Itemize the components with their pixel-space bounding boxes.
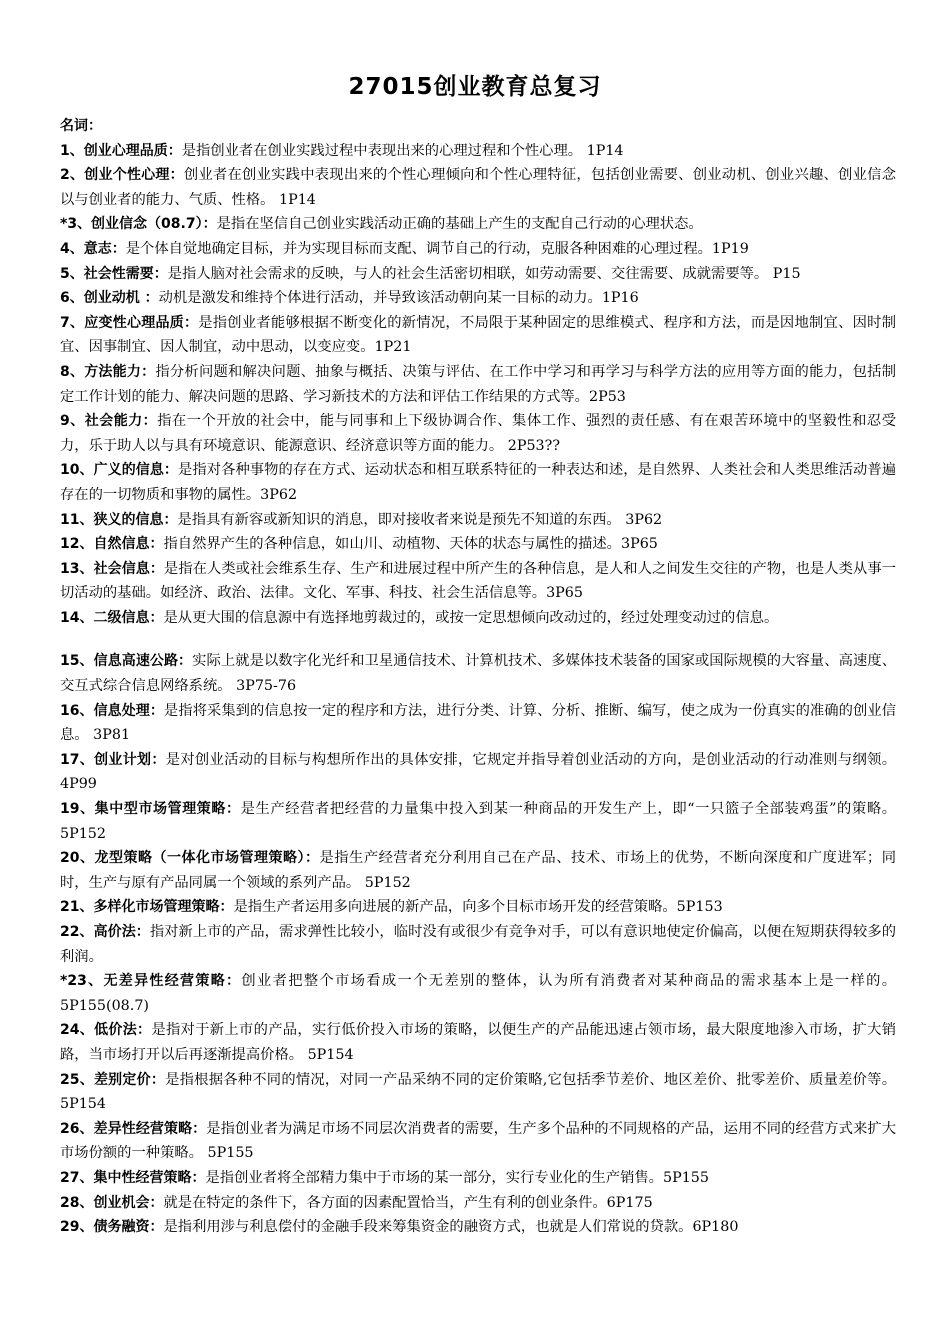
definition-entry-8 (60, 360, 896, 409)
entry-term: 26、差异性经营策略： (60, 1120, 207, 1137)
definition-entry-6 (60, 286, 896, 311)
entry-term: 17、创业计划： (60, 751, 166, 768)
entry-text: 指在一个开放的社会中，能与同事和上下级协调合作、集体工作、强烈的责任感、有在艰苦环境中的坚毅性和忍受力，乐于助人以与具有环境意识、能源意识、经济意识等方面的能力。 2P53?? (60, 413, 896, 454)
entry-text: 是指对于新上市的产品，实行低价投入市场的策略，以便生产的产品能迅速占领市场，最大限度地渗入市场，扩大销路，当市场打开以后再逐渐提高价格。 5P154 (60, 1022, 896, 1063)
definition-entry-28 (60, 1191, 896, 1216)
entry-term: 8、方法能力： (60, 363, 156, 380)
entry-text: 是指具有新容或新知识的消息，即对接收者来说是预先不知道的东西。 3P62 (177, 511, 663, 528)
definition-entry-13 (60, 557, 896, 606)
definition-entry-5 (60, 262, 896, 287)
entry-text: 是个体自觉地确定目标，并为实现目标而支配、调节自己的行动，克服各种困难的心理过程。1P19 (125, 240, 749, 257)
definition-entry-14 (60, 606, 896, 631)
entry-text: 就是在特定的条件下，各方面的因素配置恰当，产生有利的创业条件。6P175 (163, 1194, 653, 1211)
definition-entry-21 (60, 895, 896, 920)
entry-term: 11、狭义的信息： (60, 511, 178, 528)
entry-term: 21、多样化市场管理策略： (60, 899, 234, 916)
section-label: 名词： (60, 118, 102, 134)
entry-term: *3、创业信念（08.7）： (60, 216, 217, 233)
entry-text: 是指创业者能够根据不断变化的新情况，不局限于某种固定的思维模式、程序和方法，而是因地制宜、因时制宜、因事制宜、因人制宜，动中思动，以变应变。1P21 (60, 314, 896, 356)
entry-term: 2、创业个性心理： (60, 167, 184, 184)
entry-term: 12、自然信息： (60, 536, 164, 553)
definition-entry-22 (60, 920, 896, 969)
definition-entry-27 (60, 1166, 896, 1191)
entry-term: 15、信息高速公路： (60, 653, 193, 670)
definition-entry-26 (60, 1117, 896, 1166)
entry-text: 是指在坚信自己创业实践活动正确的基础上产生的支配自己行动的心理状态。 (216, 216, 703, 233)
entry-text: 是从更大围的信息源中有选择地剪裁过的，或按一定思想倾向改动过的，经过处理变动过的信息。 (163, 609, 779, 626)
definition-entry-7 (60, 311, 896, 360)
definition-entry-4 (60, 237, 896, 262)
entry-text: 是指利用涉与利息偿付的金融手段来筹集资金的融资方式，也就是人们常说的贷款。6P180 (163, 1219, 739, 1236)
entry-text: 是指生产者运用多向进展的新产品，向多个目标市场开发的经营策略。5P153 (233, 899, 723, 916)
entry-term: 5、社会性需要： (60, 265, 168, 282)
definition-entry-9 (60, 409, 896, 458)
definition-entry-3 (60, 212, 896, 237)
entry-term: 16、信息处理： (60, 702, 164, 719)
entry-text: 是生产经营者把经营的力量集中投入到某一种商品的开发生产上，即“一只篮子全部装鸡蛋”的策略。 5P152 (60, 801, 896, 842)
entry-term: *23、无差异性经营策略： (60, 973, 242, 990)
entry-text: 是指创业者为满足市场不同层次消费者的需要，生产多个品种的不同规格的产品，运用不同的经营方式来扩大市场份额的一种策略。 5P155 (60, 1120, 896, 1162)
entry-text: 是对创业活动的目标与构想所作出的具体安排，它规定并指导着创业活动的方向，是创业活动的行动准则与纲领。4P99 (60, 751, 897, 793)
definition-entry-23 (60, 969, 896, 1018)
entry-text: 指自然界产生的各种信息，如山川、动植物、天体的状态与属性的描述。3P65 (163, 536, 658, 553)
paragraph-gap (60, 630, 896, 649)
definition-entry-12 (60, 532, 896, 557)
definition-entry-20 (60, 846, 896, 895)
entry-text: 是指创业者在创业实践过程中表现出来的心理过程和个性心理。 1P14 (181, 142, 624, 159)
entry-term: 24、低价法： (60, 1022, 152, 1039)
entry-term: 9、社会能力： (60, 413, 158, 430)
definition-entry-11 (60, 508, 896, 533)
entry-term: 20、龙型策略（一体化市场管理策略）： (60, 850, 320, 867)
definition-entry-25 (60, 1068, 896, 1117)
entry-text: 是指在人类或社会维系生存、生产和进展过程中所产生的各种信息，是人和人之间发生交往的产物，也是人类从事一切活动的基础。如经济、政治、法律。文化、军事、科技、社会生活信息等。3P65 (60, 560, 897, 602)
entry-text: 指对新上市的产品，需求弹性比较小，临时没有或很少有竞争对手，可以有意识地使定价偏高，以便在短期获得较多的利润。 (60, 924, 896, 965)
entry-term: 4、意志： (60, 240, 126, 257)
entry-term: 1、创业心理品质： (60, 142, 182, 159)
definition-entry-19 (60, 797, 896, 846)
entry-term: 19、集中型市场管理策略： (60, 801, 241, 818)
entry-text: 是指对各种事物的存在方式、运动状态和相互联系特征的一种表达和述，是自然界、人类社会和人类思维活动普遍存在的一切物质和事物的属性。3P62 (60, 462, 896, 503)
definition-entry-2 (60, 163, 896, 212)
entry-text: 创业者在创业实践中表现出来的个性心理倾向和个性心理特征，包括创业需要、创业动机、创业兴趣、创业信念以与创业者的能力、气质、性格。 1P14 (60, 167, 896, 208)
definition-entry-10 (60, 458, 896, 507)
entry-text: 是指生产经营者充分利用自己在产品、技术、市场上的优势，不断向深度和广度进军；同时，生产与原有产品同属一个领域的系列产品。 5P152 (60, 850, 897, 891)
document-title: 27015创业教育总复习 (348, 74, 602, 100)
entry-text: 指分析问题和解决问题、抽象与概括、决策与评估、在工作中学习和再学习与科学方法的应用等方面的能力，包括制定工作计划的能力、解决问题的思路、学习新技术的方法和评估工作结果的方式等。2P53 (60, 363, 896, 405)
entry-term: 28、创业机会： (60, 1194, 164, 1211)
entry-term: 25、差别定价： (60, 1071, 166, 1088)
entry-term: 6、创业动机 ： (60, 290, 159, 307)
entry-text: 是指人脑对社会需求的反映，与人的社会生活密切相联，如劳动需要、交往需要、成就需要等。 P15 (167, 265, 801, 282)
entry-term: 13、社会信息： (60, 560, 164, 577)
entry-text: 是指根据各种不同的情况，对同一产品采纳不同的定价策略,它包括季节差价、地区差价、批零差价、质量差价等。 5P154 (60, 1071, 897, 1113)
entry-term: 29、债务融资： (60, 1219, 164, 1236)
entry-text: 创业者把整个市场看成一个无差别的整体，认为所有消费者对某种商品的需求基本上是一样的。5P155(08.7) (60, 973, 896, 1014)
entry-term: 14、二级信息： (60, 609, 164, 626)
definition-entry-17 (60, 748, 896, 797)
definition-entry-24 (60, 1018, 896, 1067)
definition-entry-29 (60, 1215, 896, 1240)
entry-term: 10、广义的信息： (60, 462, 178, 479)
entry-term: 7、应变性心理品质： (60, 314, 199, 331)
definition-entry-1 (60, 139, 896, 164)
entry-text: 动机是激发和维持个体进行活动，并导致该活动朝向某一目标的动力。1P16 (158, 290, 639, 307)
definition-entry-15 (60, 649, 896, 698)
document-body (60, 114, 896, 1240)
entry-term: 22、高价法： (60, 924, 150, 940)
definition-entry-16 (60, 699, 896, 748)
entry-text: 是指创业者将全部精力集中于市场的某一部分，实行专业化的生产销售。5P155 (205, 1169, 709, 1186)
entry-text: 实际上就是以数字化光纤和卫星通信技术、计算机技术、多媒体技术装备的国家或国际规模的大容量、高速度、交互式综合信息网络系统。 3P75-76 (60, 653, 896, 695)
entry-term: 27、集中性经营策略： (60, 1169, 206, 1186)
entry-text: 是指将采集到的信息按一定的程序和方法，进行分类、计算、分析、推断、编写，使之成为一份真实的准确的创业信息。 3P81 (60, 702, 897, 744)
